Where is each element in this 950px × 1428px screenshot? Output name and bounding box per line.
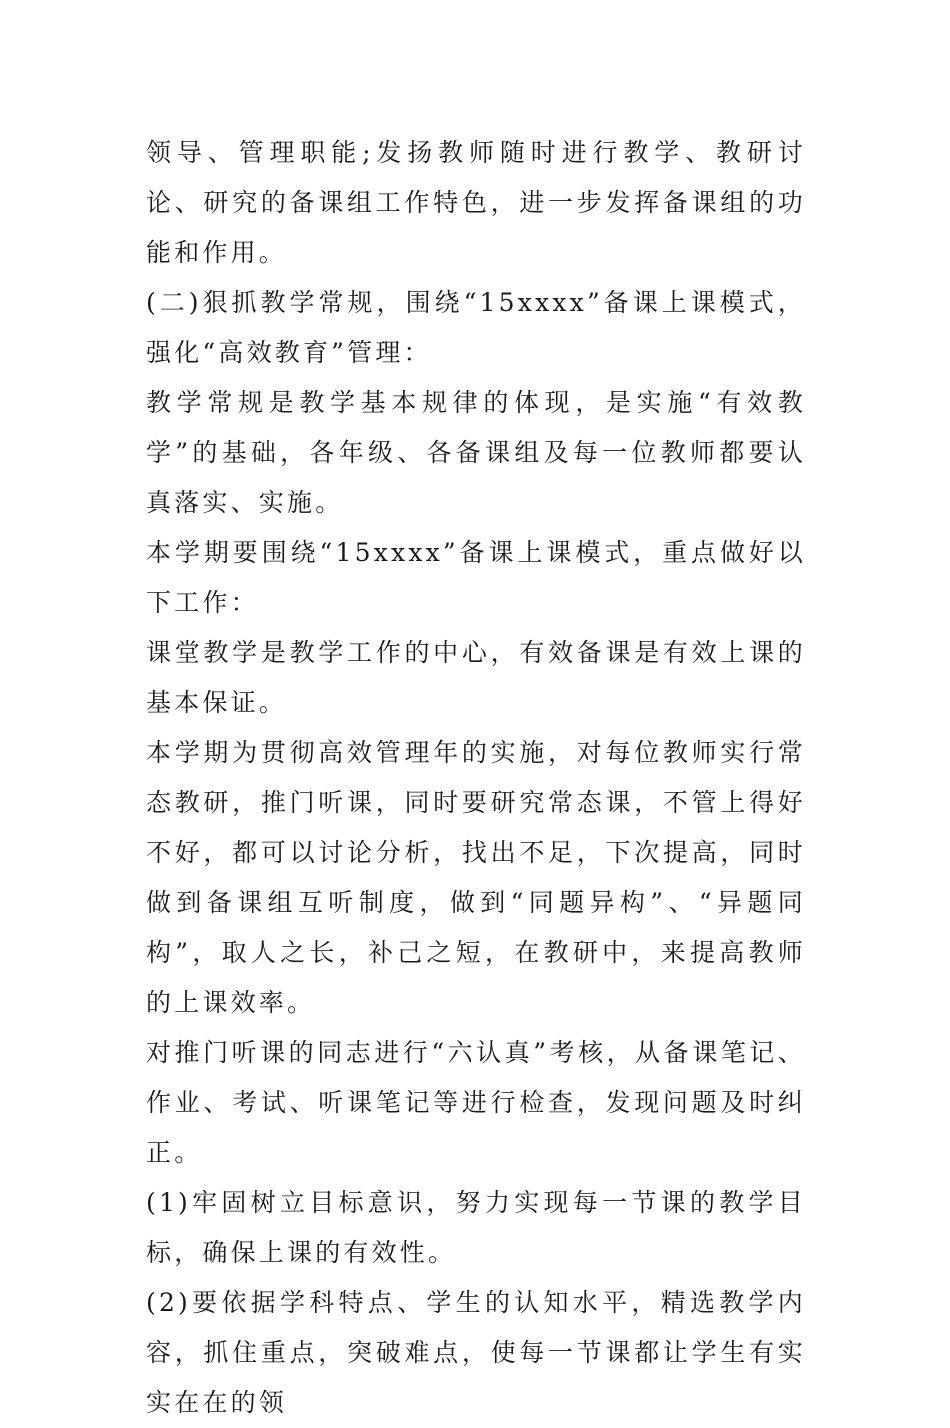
paragraph-1: 领导、管理职能;发扬教师随时进行教学、教研讨论、研究的备课组工作特色，进一步发挥备课组的功能和作用。 — [146, 138, 806, 267]
paragraph-8-item-1: (1)牢固树立目标意识，努力实现每一节课的教学目标，确保上课的有效性。 — [146, 1188, 806, 1267]
paragraph-2-section-heading: (二)狠抓教学常规，围绕“15xxxx”备课上课模式，强化“高效教育”管理： — [146, 288, 806, 367]
paragraph-3: 教学常规是教学基本规律的体现，是实施“有效教学”的基础，各年级、各备课组及每一位教师都要认真落实、实施。 — [146, 388, 806, 517]
paragraph-9-item-2: (2)要依据学科特点、学生的认知水平，精选教学内容，抓住重点，突破难点，使每一节课都让学生有实实在在的领 — [146, 1288, 806, 1417]
paragraph-6: 本学期为贯彻高效管理年的实施，对每位教师实行常态教研，推门听课，同时要研究常态课，不管上得好不好，都可以讨论分析，找出不足，下次提高，同时做到备课组互听制度，做到“同题异构”、“异题同构”，取人之长，补己之短，在教研中，来提高教师的上课效率。 — [146, 738, 806, 1017]
paragraph-5: 课堂教学是教学工作的中心，有效备课是有效上课的基本保证。 — [146, 638, 806, 717]
document-body — [146, 128, 806, 1428]
paragraph-7: 对推门听课的同志进行“六认真”考核，从备课笔记、作业、考试、听课笔记等进行检查，发现问题及时纠正。 — [146, 1038, 806, 1167]
paragraph-4: 本学期要围绕“15xxxx”备课上课模式，重点做好以下工作： — [146, 538, 806, 617]
